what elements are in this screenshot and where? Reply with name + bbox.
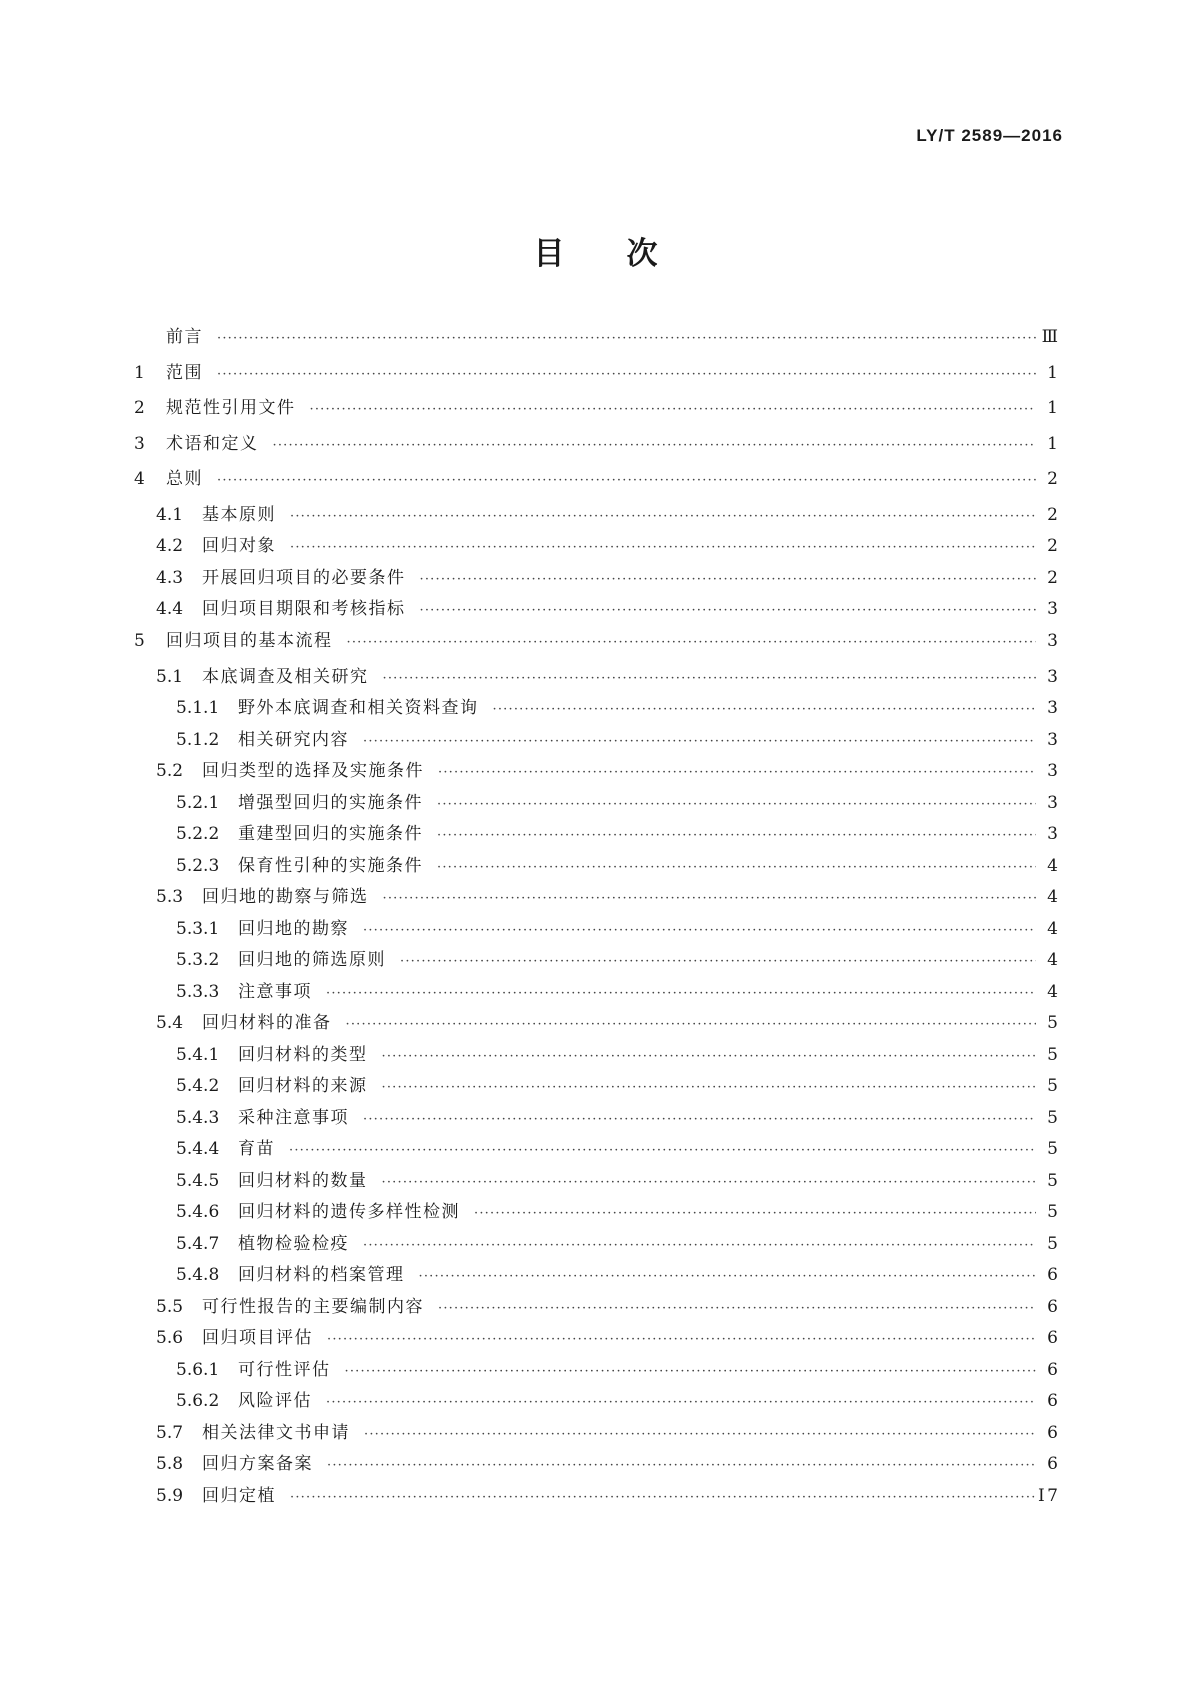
toc-entry-number: 5.4.4 [176, 1139, 220, 1160]
toc-dot-leader [382, 1049, 1037, 1064]
toc-entry-title: 保育性引种的实施条件 [238, 855, 423, 876]
toc-entry-page: 3 [1047, 599, 1058, 620]
toc-entry-title: 增强型回归的实施条件 [238, 792, 423, 813]
toc-dot-leader [327, 1458, 1036, 1473]
toc-entry-number: 5.7 [156, 1422, 184, 1443]
toc-entry-page: 5 [1047, 1013, 1058, 1034]
toc-dot-leader [474, 1206, 1036, 1221]
toc-entry-title: 范围 [166, 362, 203, 383]
toc-dot-leader [346, 1017, 1037, 1032]
toc-entry[interactable] [134, 1449, 1058, 1481]
toc-entry[interactable] [134, 1355, 1058, 1387]
toc-entry-title: 回归定植 [202, 1485, 276, 1506]
toc-entry-number: 2 [134, 398, 145, 419]
toc-entry-number: 5.4.7 [176, 1233, 220, 1254]
toc-entry[interactable] [134, 531, 1058, 563]
toc-dot-leader [420, 603, 1037, 618]
toc-entry-title: 回归地的勘察 [238, 918, 349, 939]
toc-entry-page: 7 [1047, 1485, 1058, 1506]
toc-dot-leader [345, 1364, 1037, 1379]
toc-entry-title: 育苗 [238, 1139, 275, 1160]
toc-dot-leader [437, 860, 1036, 875]
toc-entry-page: Ⅲ [1041, 327, 1058, 347]
page-number: Ⅰ [1038, 1486, 1045, 1506]
toc-entry-number: 5.3.1 [176, 918, 220, 939]
toc-entry-number: 5.4.3 [176, 1107, 220, 1128]
table-of-contents [134, 322, 1058, 1512]
toc-entry-title: 回归地的勘察与筛选 [202, 887, 369, 908]
toc-entry[interactable] [134, 1229, 1058, 1261]
toc-entry-number: 4 [134, 469, 145, 490]
toc-entry-title: 风险评估 [238, 1391, 312, 1412]
toc-entry[interactable] [134, 756, 1058, 788]
toc-entry-number: 5.6.1 [176, 1359, 220, 1380]
toc-entry-number: 4.4 [156, 599, 184, 620]
toc-entry-page: 6 [1047, 1391, 1058, 1412]
toc-dot-leader [383, 891, 1037, 906]
toc-dot-leader [290, 1490, 1036, 1505]
toc-entry[interactable] [134, 882, 1058, 914]
toc-entry-number: 1 [134, 362, 145, 383]
toc-entry-page: 5 [1047, 1044, 1058, 1065]
toc-entry[interactable] [134, 322, 1058, 358]
toc-entry[interactable] [134, 788, 1058, 820]
toc-entry[interactable] [134, 1008, 1058, 1040]
toc-dot-leader [400, 954, 1036, 969]
toc-entry-number: 3 [134, 433, 145, 454]
toc-entry-title: 回归地的筛选原则 [238, 950, 386, 971]
toc-entry-title: 回归方案备案 [202, 1454, 313, 1475]
toc-entry-number: 5.4.6 [176, 1202, 220, 1223]
standard-code: LY/T 2589—2016 [916, 126, 1063, 145]
toc-dot-leader [347, 635, 1037, 650]
toc-entry-page: 3 [1047, 824, 1058, 845]
toc-entry-page: 5 [1047, 1076, 1058, 1097]
toc-dot-leader [326, 1395, 1036, 1410]
toc-dot-leader [438, 1301, 1036, 1316]
toc-entry-number: 5.4.8 [176, 1265, 220, 1286]
toc-entry-title: 回归材料的档案管理 [238, 1265, 405, 1286]
toc-dot-leader [290, 540, 1036, 555]
toc-entry-title: 回归材料的遗传多样性检测 [238, 1202, 460, 1223]
toc-entry-number: 4.2 [156, 536, 184, 557]
toc-entry-title: 可行性评估 [238, 1359, 331, 1380]
toc-entry[interactable] [134, 500, 1058, 532]
toc-entry-title: 回归材料的类型 [238, 1044, 368, 1065]
toc-entry-page: 5 [1047, 1107, 1058, 1128]
toc-entry-number: 5.1 [156, 666, 184, 687]
toc-entry[interactable] [134, 626, 1058, 662]
toc-entry-number: 5.2.2 [176, 824, 220, 845]
toc-entry[interactable] [134, 1040, 1058, 1072]
toc-entry-number: 5.4.2 [176, 1076, 220, 1097]
toc-entry-number: 5.1.2 [176, 729, 220, 750]
toc-entry-number: 5.1.1 [176, 698, 220, 719]
toc-entry-title: 本底调查及相关研究 [202, 666, 369, 687]
toc-entry-page: 1 [1047, 398, 1058, 419]
toc-entry-page: 5 [1047, 1202, 1058, 1223]
toc-entry-page: 1 [1047, 433, 1058, 454]
toc-entry-title: 野外本底调查和相关资料查询 [238, 698, 479, 719]
toc-dot-leader [493, 702, 1037, 717]
toc-entry-title: 回归材料的数量 [238, 1170, 368, 1191]
toc-entry-page: 3 [1047, 729, 1058, 750]
toc-entry-number: 5.3.3 [176, 981, 220, 1002]
toc-entry-number: 5.6 [156, 1328, 184, 1349]
toc-entry-page: 6 [1047, 1454, 1058, 1475]
toc-entry-page: 3 [1047, 698, 1058, 719]
toc-entry[interactable] [134, 1197, 1058, 1229]
toc-entry[interactable] [134, 1071, 1058, 1103]
toc-entry-title: 术语和定义 [166, 433, 259, 454]
toc-entry[interactable] [134, 563, 1058, 595]
toc-entry-title: 回归类型的选择及实施条件 [202, 761, 424, 782]
toc-entry-page: 5 [1047, 1233, 1058, 1254]
toc-entry-number: 5.9 [156, 1485, 184, 1506]
toc-entry[interactable] [134, 1481, 1058, 1513]
toc-dot-leader [326, 986, 1036, 1001]
toc-entry-page: 2 [1047, 536, 1058, 557]
toc-entry-number: 5 [134, 630, 145, 651]
toc-entry-page: 5 [1047, 1170, 1058, 1191]
toc-entry-number: 5.2.1 [176, 792, 220, 813]
toc-entry[interactable] [134, 1418, 1058, 1450]
toc-entry[interactable] [134, 1260, 1058, 1292]
toc-entry[interactable] [134, 358, 1058, 394]
toc-entry-page: 6 [1047, 1359, 1058, 1380]
toc-entry[interactable] [134, 1166, 1058, 1198]
toc-entry[interactable] [134, 393, 1058, 429]
toc-entry-title: 植物检验检疫 [238, 1233, 349, 1254]
toc-entry-page: 3 [1047, 666, 1058, 687]
toc-dot-leader [217, 473, 1036, 488]
toc-entry-number: 5.3.2 [176, 950, 220, 971]
toc-entry-title: 回归材料的准备 [202, 1013, 332, 1034]
toc-entry-title: 总则 [166, 469, 203, 490]
toc-entry-page: 4 [1047, 950, 1058, 971]
toc-entry[interactable] [134, 1386, 1058, 1418]
toc-entry-page: 6 [1047, 1265, 1058, 1286]
toc-dot-leader [310, 402, 1037, 417]
toc-entry-title: 注意事项 [238, 981, 312, 1002]
toc-entry-page: 2 [1047, 504, 1058, 525]
toc-entry-page: 3 [1047, 792, 1058, 813]
toc-dot-leader [217, 367, 1036, 382]
toc-entry-page: 4 [1047, 981, 1058, 1002]
toc-entry-page: 1 [1047, 362, 1058, 383]
toc-dot-leader [437, 797, 1036, 812]
toc-entry[interactable] [134, 429, 1058, 465]
toc-entry-title: 回归对象 [202, 536, 276, 557]
toc-entry-page: 4 [1047, 855, 1058, 876]
page-title: 目次 [533, 236, 720, 272]
toc-entry-page: 2 [1047, 567, 1058, 588]
toc-entry-page: 4 [1047, 887, 1058, 908]
toc-entry-title: 回归项目的基本流程 [166, 630, 333, 651]
toc-entry-title: 回归项目评估 [202, 1328, 313, 1349]
toc-dot-leader [363, 734, 1036, 749]
toc-dot-leader [419, 1269, 1037, 1284]
toc-entry[interactable] [134, 914, 1058, 946]
toc-dot-leader [383, 671, 1037, 686]
toc-entry-title: 相关研究内容 [238, 729, 349, 750]
toc-entry[interactable] [134, 851, 1058, 883]
toc-entry-number: 4.3 [156, 567, 184, 588]
toc-entry[interactable] [134, 1323, 1058, 1355]
toc-entry-page: 6 [1047, 1422, 1058, 1443]
toc-dot-leader [437, 828, 1036, 843]
toc-entry-page: 3 [1047, 630, 1058, 651]
toc-entry[interactable] [134, 977, 1058, 1009]
toc-entry-title: 回归项目期限和考核指标 [202, 599, 406, 620]
toc-entry-title: 相关法律文书申请 [202, 1422, 350, 1443]
toc-dot-leader [364, 1427, 1036, 1442]
toc-entry-title: 前言 [166, 327, 203, 347]
toc-dot-leader [327, 1332, 1036, 1347]
toc-entry[interactable] [134, 1134, 1058, 1166]
toc-entry-page: 6 [1047, 1328, 1058, 1349]
toc-dot-leader [289, 1143, 1036, 1158]
toc-entry-number: 5.2 [156, 761, 184, 782]
toc-entry[interactable] [134, 693, 1058, 725]
toc-entry-number: 5.4.5 [176, 1170, 220, 1191]
toc-entry[interactable] [134, 662, 1058, 694]
toc-dot-leader [382, 1080, 1037, 1095]
toc-entry-page: 5 [1047, 1139, 1058, 1160]
toc-dot-leader [217, 331, 1036, 346]
toc-entry-number: 5.5 [156, 1296, 184, 1317]
toc-entry-title: 开展回归项目的必要条件 [202, 567, 406, 588]
toc-entry[interactable] [134, 464, 1058, 500]
toc-dot-leader [290, 509, 1036, 524]
toc-dot-leader [420, 572, 1037, 587]
toc-entry-number: 4.1 [156, 504, 184, 525]
toc-entry-number: 5.3 [156, 887, 184, 908]
toc-entry-page: 6 [1047, 1296, 1058, 1317]
toc-entry[interactable] [134, 1103, 1058, 1135]
toc-entry-title: 规范性引用文件 [166, 398, 296, 419]
toc-dot-leader [382, 1175, 1037, 1190]
toc-entry[interactable] [134, 1292, 1058, 1324]
toc-entry-title: 回归材料的来源 [238, 1076, 368, 1097]
toc-entry-title: 重建型回归的实施条件 [238, 824, 423, 845]
toc-entry-page: 4 [1047, 918, 1058, 939]
toc-entry-title: 可行性报告的主要编制内容 [202, 1296, 424, 1317]
toc-entry-number: 5.4.1 [176, 1044, 220, 1065]
toc-entry-number: 5.6.2 [176, 1391, 220, 1412]
toc-entry-page: 2 [1047, 469, 1058, 490]
toc-dot-leader [363, 1238, 1036, 1253]
toc-entry-title: 基本原则 [202, 504, 276, 525]
toc-entry-page: 3 [1047, 761, 1058, 782]
toc-dot-leader [363, 923, 1036, 938]
toc-entry[interactable] [134, 725, 1058, 757]
toc-entry-title: 采种注意事项 [238, 1107, 349, 1128]
toc-entry[interactable] [134, 594, 1058, 626]
toc-entry[interactable] [134, 945, 1058, 977]
toc-dot-leader [363, 1112, 1036, 1127]
toc-entry[interactable] [134, 819, 1058, 851]
toc-entry-number: 5.2.3 [176, 855, 220, 876]
toc-entry-number: 5.8 [156, 1454, 184, 1475]
toc-dot-leader [438, 765, 1036, 780]
toc-dot-leader [273, 438, 1037, 453]
toc-entry-number: 5.4 [156, 1013, 184, 1034]
